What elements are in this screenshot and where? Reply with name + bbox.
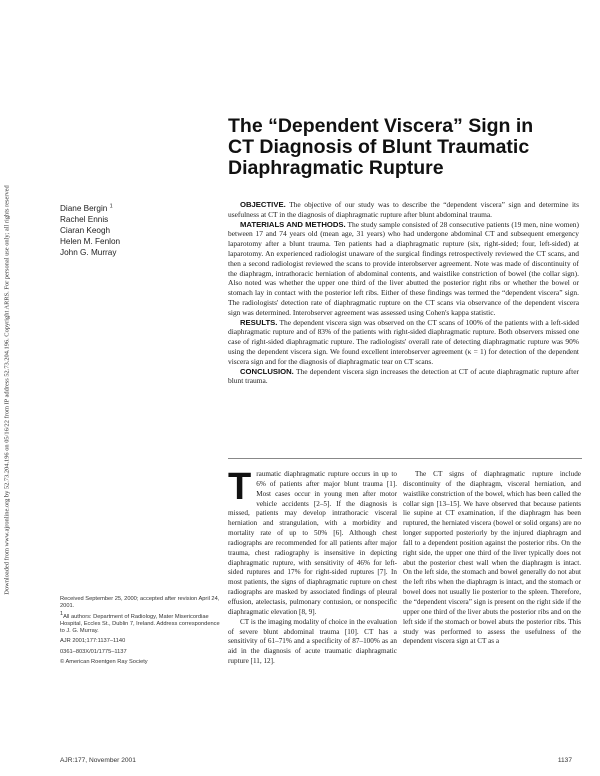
article-title [228,116,578,179]
intro-paragraph-3: The CT signs of diaphragmatic rupture include discontinuity of the diaphragm, visceral herniation, and waistlike constriction of the bowel, which has been called the collar sign [13–15]. We have observed that because patients lie supine at CT examination, if the diaphragm has been ruptured, the herniated viscera (bowel or solid organs) are no longer supported posteriorly by the injured diaphragm and fall to a dependent position against the posterior ribs. On the right side, the upper one third of the liver typically does not abut the posterior chest wall when the diaphragm is intact. On the left side, the stomach and bowel generally do not abut the left ribs when the diaphragm is intact, and the stomach or bowel does not usually lie posterior to the spleen. Therefore, the “dependent viscera” sign is present on the right side if the upper one third of the liver abuts the posterior ribs and on the left side if the stomach or bowel abuts the posterior ribs. This study was performed to assess the usefulness of the dependent viscera sign at CT as a [403,470,581,646]
body-column-left [228,466,397,667]
citation: AJR 2001;177:1137–1140 [60,638,126,645]
download-notice [2,0,12,776]
affiliation: $^1$All authors: Department of Radiology, Mater Misericordiae Hospital, Eccles St., Dublin 7, Ireland. Address correspondence to J. G. Murray. [60,610,220,635]
conclusion-heading: CONCLUSION. [240,366,294,376]
intro-paragraph-1: Traumatic diaphragmatic rupture occurs in up to 6% of patients after major blunt trauma [1]. Most cases occur in young men after motor vehicle accidents [2–5]. If the diagnosis is missed, patients may develop intrathoracic visceral herniation and strangulation, with a morbidity and mortality rate of up to 50% [6]. Although chest radiographs are recommended for all patients after major trauma, chest radiography is insensitive in depicting diaphragmatic rupture, with sensitivity of 46% for left-sided ruptures and 17% for right-sided ruptures [7]. In most patients, the signs of diaphragmatic rupture on chest radiographs are masked by associated findings of pleural effusion, atelectasis, pulmonary contusion, or nonspecific diaphragmatic elevation [8, 9]. [228,466,397,616]
results-heading: RESULTS. [240,317,278,327]
abstract-objective: OBJECTIVE. The objective of our study was to describe the “dependent viscera” sign and determine its usefulness at CT in the diagnosis of diaphragmatic rupture after blunt abdominal trauma. [228,200,579,219]
author: Rachel Ennis [60,215,109,224]
author-list [60,203,190,258]
received-date: Received September 25, 2000; accepted after revision April 24, 2001. [60,596,220,610]
issn: 0361–803X/01/1775–1137 [60,648,127,655]
download-notice-text: Downloaded from www.ajronline.org by 52.73.204.196 on 05/16/22 from IP address 52.73.204.196. Copyright ARRS. For personal use only; all rights reserved [3,185,11,595]
page-number: 1137 [557,757,572,764]
author: John G. Murray [60,248,117,257]
objective-heading: OBJECTIVE. [240,200,286,209]
footnotes [60,596,220,669]
abstract-conclusion: CONCLUSION. The dependent viscera sign increases the detection at CT of acute diaphragmatic rupture after blunt trauma. [228,366,579,386]
body-column-right [403,470,581,647]
methods-heading: MATERIALS AND METHODS. [240,219,346,229]
intro-paragraph-2: CT is the imaging modality of choice in the evaluation of severe blunt abdominal trauma [10]. CT has a sensitivity of 61–71% and a specificity of 87–100% as an aid in the diagnosis of acute traumatic diaphragmatic rupture [11, 12]. [228,617,397,666]
author: Ciaran Keogh [60,226,111,235]
title-line-3: Diaphragmatic Rupture [228,157,444,179]
abstract-methods: MATERIALS AND METHODS. The study sample consisted of 28 consecutive patients (19 men, nine women) between 17 and 74 years old (mean age, 31 years) who had undergone abdominal CT and subsequent emergency laparotomy after a blunt trauma. Ten patients had a diaphragmatic rupture (six, right-sided; four, left-sided) at laparotomy. An experienced radiologist unaware of the surgical findings retrospectively reviewed the CT scans, and then a second radiologist reviewed the scans to provide interobserver agreement. Note was made of discontinuity of the diaphragm, intrathoracic herniation of abdominal contents, and waistlike constriction of bowel (the collar sign). Also noted was whether the upper one third of the liver abutted the posterior right ribs or whether the bowel or stomach lay in contact with the posterior left ribs. Either of these findings was termed the “dependent viscera” sign. The radiologists' detection rate of diaphragmatic rupture on the CT scans via observance of the dependent viscera sign was determined. Interobserver agreement was assessed using Cohen's kappa statistic. [228,219,580,317]
title-line-2: CT Diagnosis of Blunt Traumatic [228,136,530,158]
title-line-1: The “Dependent Viscera” Sign in [228,115,534,137]
drop-cap: T [228,466,252,508]
abstract [228,200,579,386]
copyright: © American Roentgen Ray Society [60,659,148,666]
author: Diane Bergin $^1$ [60,203,113,213]
journal-footer: AJR:177, November 2001 [60,757,136,764]
author: Helen M. Fenlon [60,237,121,246]
section-divider [228,458,582,459]
abstract-results: RESULTS. The dependent viscera sign was observed on the CT scans of 100% of the patients with a left-sided diaphragmatic rupture and of 83% of the patients with right-sided diaphragmatic rupture. Both observers missed one case of right-sided diaphragmatic rupture. The radiologists' overall rate of detecting diaphragmatic rupture was 90% using the dependent viscera sign. We found excellent interobserver agreement (κ = 1) for detection of the dependent viscera sign and for the diagnosis of diaphragmatic tear on CT scans. [228,317,579,366]
